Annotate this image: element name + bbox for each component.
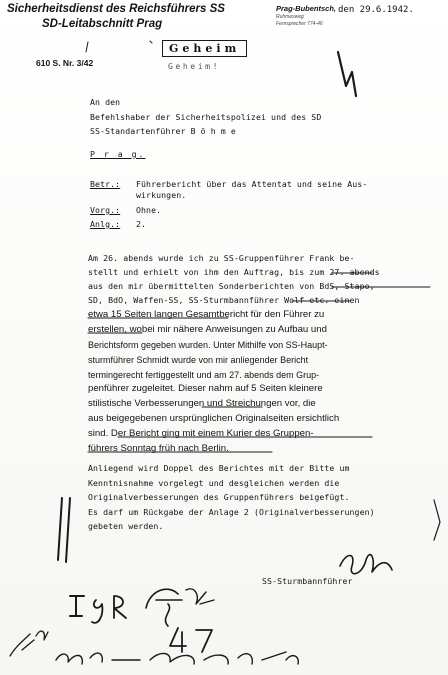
reference-value: Ohne.: [136, 205, 162, 215]
tick-mark: [338, 52, 356, 96]
signature-rank: SS-Sturmbannführer: [262, 576, 353, 586]
body-line: penführer zugeleitet. Dieser nahm auf 5 Seiten kleinere: [88, 383, 323, 394]
place-sub-1: Ruhmesweg: [276, 14, 304, 20]
body-line: aus den mir übermittelten Sonderberichten von BdS, Stapo,: [88, 281, 375, 291]
body-line: gebeten werden.: [88, 521, 164, 531]
recipient-line-1: Befehlshaber der Sicherheitspolizei und des SD: [90, 112, 322, 122]
body-line: Am 26. abends wurde ich zu SS-Gruppenführer Frank be-: [88, 253, 355, 263]
recipient-city: P r a g.: [90, 149, 146, 159]
file-reference: 610 S. Nr. 3/42: [36, 58, 94, 68]
body-line: sturmführer Schmidt wurde von mir anliegender Bericht: [88, 355, 309, 365]
body-line: sind. Der Bericht ging mit einem Kurier des Gruppen-: [88, 428, 314, 439]
bottom-note: [56, 652, 298, 664]
subject-line-2: wirkungen.: [136, 190, 187, 200]
enclosure-label: Anlg.:: [90, 219, 121, 229]
body-line: erstellen, wobei mir nähere Anweisungen zu Aufbau und: [88, 324, 327, 335]
body-line: führers Sonntag früh nach Berlin.: [88, 443, 229, 454]
signature-scrawl: [340, 555, 392, 574]
secret-stamp: Geheim: [162, 40, 247, 57]
enclosure-value: 2.: [136, 219, 147, 229]
body-line: stellt und erhielt von ihm den Auftrag, bis zum 27. abends: [88, 267, 380, 277]
body-line: stilistische Verbesserungen und Streichungen vor, die: [88, 398, 316, 409]
org-line-1: Sicherheitsdienst des Reichsführers SS: [7, 3, 225, 15]
recipient-line-2: SS-Standartenführer B ö h m e: [90, 126, 236, 136]
secret-typed: Geheim!: [168, 61, 221, 71]
date-line: den 29.6.1942.: [338, 5, 414, 15]
body-line: SD, BdO, Waffen-SS, SS-Sturmbannführer Wolf etc. einen: [88, 295, 360, 305]
place-line: Prag-Bubentsch,: [276, 4, 337, 13]
body-line: Berichtsform gegeben wurden. Unter Mithilfe von SS-Haupt-: [88, 340, 328, 350]
org-line-2: SD-Leitabschnitt Prag: [42, 18, 163, 30]
reference-label: Vorg.:: [90, 205, 121, 215]
subject-label: Betr.:: [90, 179, 121, 189]
body-line: Kenntnisnahme vorgelegt und desgleichen werden die: [88, 478, 340, 488]
body-line: aus beigegebenen ursprünglichen Originalseiten ersichtlich: [88, 413, 340, 424]
place-sub-2: Fernsprecher 774-46: [276, 21, 323, 27]
recipient-salutation: An den: [90, 97, 121, 107]
body-line: Anliegend wird Doppel des Berichtes mit der Bitte um: [88, 463, 350, 473]
subject-line-1: Führerbericht über das Attentat und seine Aus-: [136, 179, 368, 189]
margin-note: [10, 631, 48, 656]
body-line: etwa 15 Seiten langen Gesamtbericht für den Führer zu: [88, 309, 325, 320]
body-line: Originalverbesserungen des Gruppenführers beigefügt.: [88, 492, 350, 502]
body-line: Es darf um Rückgabe der Anlage 2 (Originalverbesserungen): [88, 507, 375, 517]
body-line: termingerecht fertiggestellt und am 27. abends dem Grup-: [88, 370, 320, 380]
